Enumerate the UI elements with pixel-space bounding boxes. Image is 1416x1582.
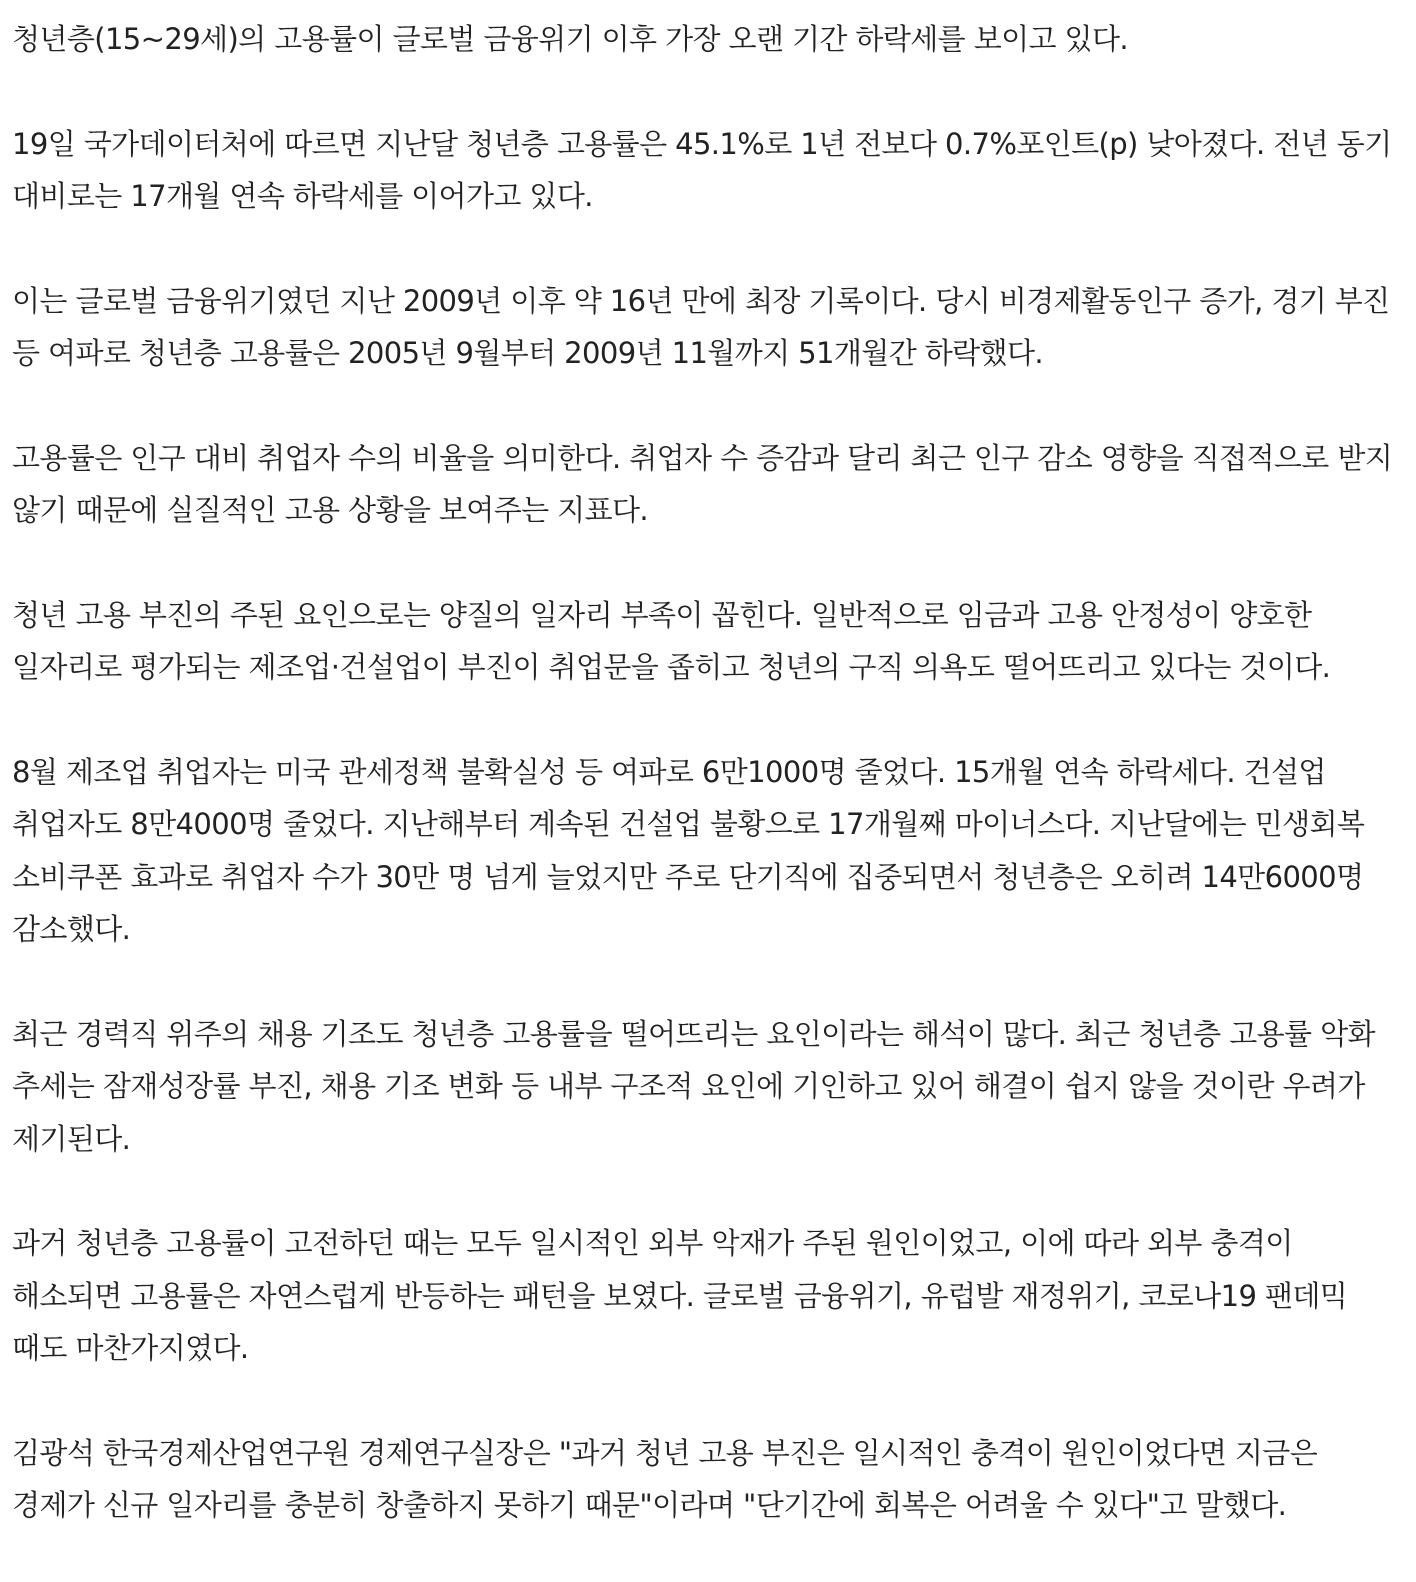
paragraph: 8월 제조업 취업자는 미국 관세정책 불확실성 등 여파로 6만1000명 줄었다. 15개월 연속 하락세다. 건설업 취업자도 8만4000명 줄었다. 지난해부터 계속된 건설업 불황으로 17개월째 마이너스다. 지난달에는 민생회복 소비쿠폰 효과로 취업자 수가 30만 명 넘게 늘었지만 주로 단기직에 집중되면서 청년층은 오히려 14만6000명 감소했다. — [12, 754, 1365, 946]
paragraph: 청년 고용 부진의 주된 요인으로는 양질의 일자리 부족이 꼽힌다. 일반적으로 임금과 고용 안정성이 양호한 일자리로 평가되는 제조업·건설업이 부진이 취업문을 좁히고 청년의 구직 의욕도 떨어뜨리고 있다는 것이다. — [12, 597, 1331, 684]
paragraph: 김광석 한국경제산업연구원 경제연구실장은 "과거 청년 고용 부진은 일시적인 충격이 원인이었다면 지금은 경제가 신규 일자리를 충분히 창출하지 못하기 때문"이라며 "단기간에 회복은 어려울 수 있다"고 말했다. — [12, 1435, 1318, 1522]
paragraph: 19일 국가데이터처에 따르면 지난달 청년층 고용률은 45.1%로 1년 전보다 0.7%포인트(p) 낮아졌다. 전년 동기 대비로는 17개월 연속 하락세를 이어가고 있다. — [12, 126, 1392, 213]
paragraph: 청년층(15~29세)의 고용률이 글로벌 금융위기 이후 가장 오랜 기간 하락세를 보이고 있다. — [12, 22, 1128, 56]
paragraph: 최근 경력직 위주의 채용 기조도 청년층 고용률을 떨어뜨리는 요인이라는 해석이 많다. 최근 청년층 고용률 악화 추세는 잠재성장률 부진, 채용 기조 변화 등 내부 구조적 요인에 기인하고 있어 해결이 쉽지 않을 것이란 우려가 제기된다. — [12, 1016, 1375, 1156]
paragraph: 이는 글로벌 금융위기였던 지난 2009년 이후 약 16년 만에 최장 기록이다. 당시 비경제활동인구 증가, 경기 부진 등 여파로 청년층 고용률은 2005년 9월부터 2009년 11월까지 51개월간 하락했다. — [12, 283, 1390, 370]
paragraph: 고용률은 인구 대비 취업자 수의 비율을 의미한다. 취업자 수 증감과 달리 최근 인구 감소 영향을 직접적으로 받지 않기 때문에 실질적인 고용 상황을 보여주는 지표다. — [12, 440, 1393, 527]
paragraph: 과거 청년층 고용률이 고전하던 때는 모두 일시적인 외부 악재가 주된 원인이었고, 이에 따라 외부 충격이 해소되면 고용률은 자연스럽게 반등하는 패턴을 보였다. 글로벌 금융위기, 유럽발 재정위기, 코로나19 팬데믹 때도 마찬가지였다. — [12, 1226, 1348, 1365]
